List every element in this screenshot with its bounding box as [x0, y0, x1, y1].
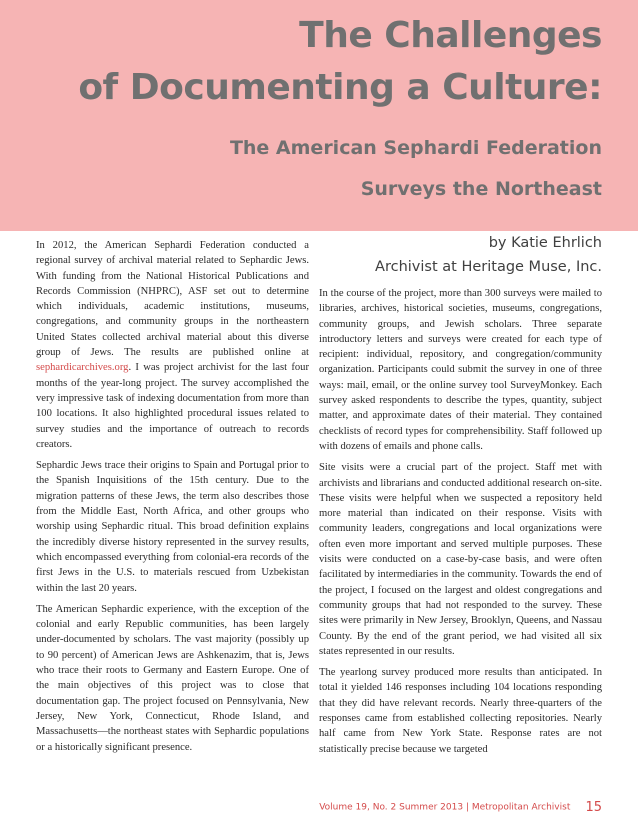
- left-paragraph-1-text-b: . I was project archivist for the last four months of the year-long project. The survey accomplished the very impressive task of indexing documentation from more than 100 locations. It also highlighted procedural issues related to survey studies and the importance of outreach to records creators.: [36, 362, 309, 450]
- right-paragraph-2: Site visits were a crucial part of the project. Staff met with archivists and librarians and conducted additional research on-site. These visits were helpful when we suspected a repository held more material than indicated on their response. Visits with community leaders, congregations and local organizations were often even more important and served multiple purposes. These visits were conducted on a case-by-case basis, and were often facilitated by intermediaries in the community. Towards the end of the project, I focused on the largest and oldest congregations and community groups that had not responded to the survey. These sites were primarily in New Jersey, Brooklyn, Queens, and Nassau County. By the end of the grant period, we had visited all six states represented in our results.: [319, 462, 602, 657]
- article-subtitle-line-1: The American Sephardi Federation: [229, 137, 602, 159]
- left-paragraph-2: Sephardic Jews trace their origins to Spain and Portugal prior to the Spanish Inquisitions of the 15th century. Due to the migration patterns of these Jews, the term also describes those from the Middle East, North Africa, and other groups who worship using Sephardic ritual. This broad definition explains the incredibly diverse history represented in the survey results, which encompassed everything from colonial-era records of the first Jews in the U.S. to materials rescued from Uzbekistan within the last 20 years.: [36, 460, 309, 594]
- right-column: [319, 286, 602, 763]
- left-paragraph-1: [36, 238, 309, 452]
- left-paragraph-1-text-a: In 2012, the American Sephardi Federation conducted a regional survey of archival material related to Sephardic Jews. With funding from the National Historical Publications and Records Commission (NHPRC), ASF set out to determine which individuals, academic institutions, museums, congregations, and community groups in the northeastern United States collected archival material about this diverse group of Jews. The results are published online at: [36, 240, 309, 359]
- article-subtitle-line-2: Surveys the Northeast: [360, 178, 602, 200]
- article-title-line-2: of Documenting a Culture:: [78, 67, 602, 108]
- byline-role: Archivist at Heritage Muse, Inc.: [375, 259, 602, 275]
- issue-info: Volume 19, No. 2 Summer 2013 | Metropolitan Archivist: [319, 802, 571, 813]
- left-paragraph-3: The American Sephardic experience, with the exception of the colonial and early Republic communities, has been largely under-documented by scholars. The vast majority (possibly up to 90 percent) of American Jews are Ashkenazim, that is, Jews who trace their roots to Germany and Eastern Europe. One of the main objectives of this project was to close that documentation gap. The project focused on Pennsylvania, New Jersey, New York, Connecticut, Rhode Island, and Massachusetts—the northeast states with Sephardic populations or a historically significant presence.: [36, 603, 309, 753]
- byline-author: by Katie Ehrlich: [488, 235, 602, 251]
- right-paragraph-1: In the course of the project, more than 300 surveys were mailed to libraries, archives, historical societies, museums, congregations, community groups, and Jewish scholars. Three separate introductory letters and surveys were created for each type of recipient: individual, repository, and congregation/community organization. Participants could submit the survey in one of three ways: mail, email, or the online survey tool SurveyMonkey. Each survey asked respondents to describe the types, quantity, subject matter, and approximate dates of their material. They contained checklists of record types for comprehensibility. Staff followed up with dozens of emails and phone calls.: [319, 288, 602, 452]
- article-title-line-1: The Challenges: [299, 15, 602, 56]
- page-footer: [319, 797, 602, 816]
- page-number: 15: [585, 800, 602, 815]
- left-column: [36, 238, 309, 761]
- sephardic-archives-link[interactable]: sephardicarchives.org: [36, 362, 129, 374]
- right-paragraph-3: The yearlong survey produced more results than anticipated. In total it yielded 146 responses including 104 locations responding that they did have relevant records. Nearly three-quarters of the responses came from established collecting repositories. Nearly half came from New York State. Response rates are not statistically precise because we targeted: [319, 667, 602, 755]
